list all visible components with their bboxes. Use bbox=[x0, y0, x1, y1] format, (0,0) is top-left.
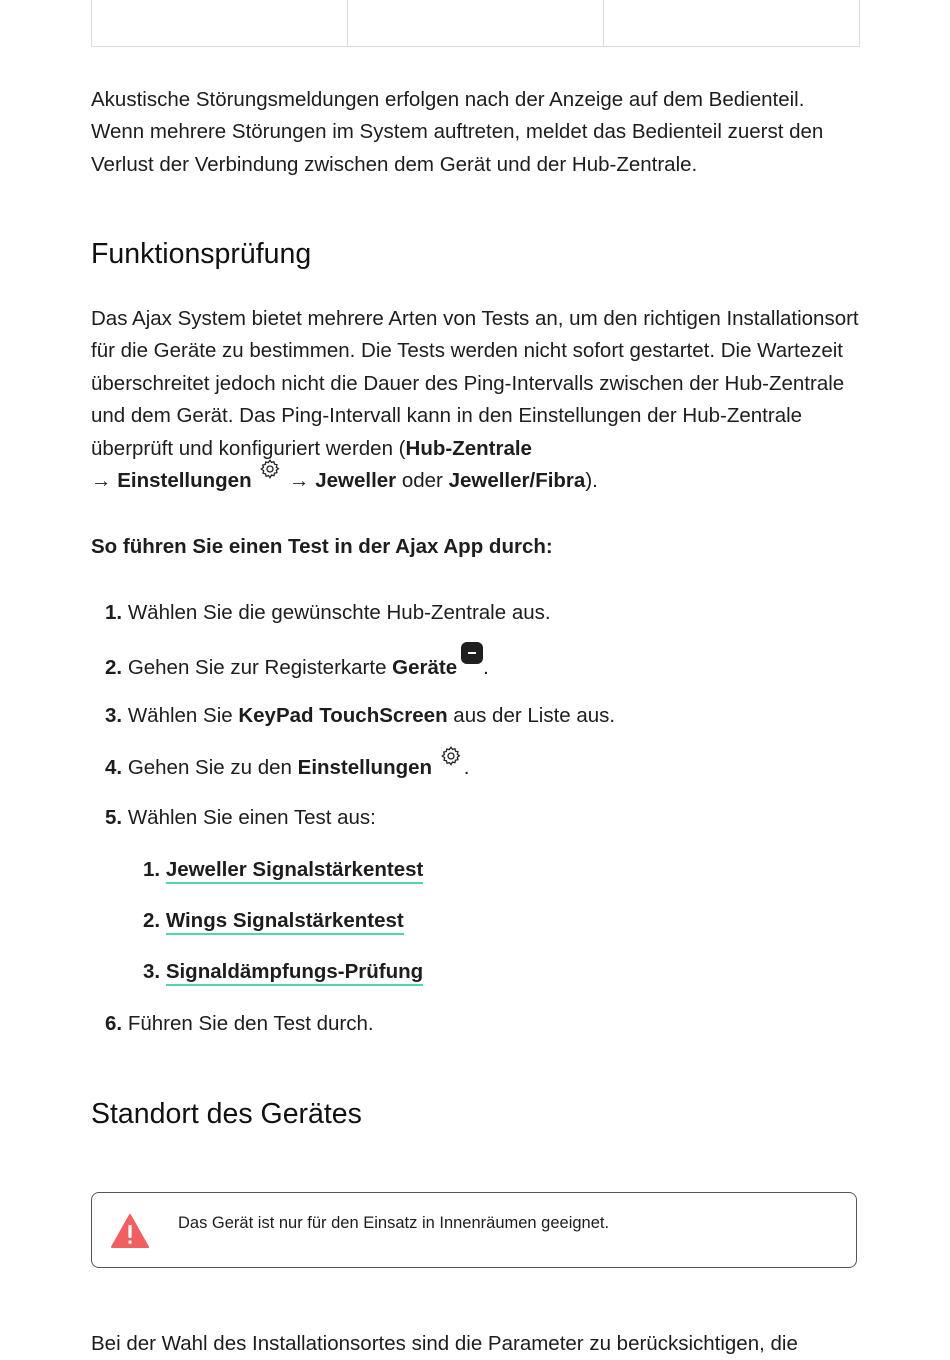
table-cell-text bbox=[360, 0, 548, 1]
section-heading-function-test: Funktionsprüfung bbox=[91, 238, 312, 270]
table-fragment bbox=[91, 0, 860, 47]
gear-icon bbox=[440, 753, 462, 775]
jeweller-fibra-label: Jeweller/Fibra bbox=[448, 469, 586, 493]
sublist-item: 1. Jeweller Signalstärkentest bbox=[143, 856, 423, 884]
fault-notification-paragraph: Akustische Störungsmeldungen erfolgen nach der Anzeige auf dem Bedienteil. Wenn mehrere Störungen im System auftreten, meldet das Bedienteil zuerst den Verlust der Verbindung zwischen dem Gerät und der Hub-Zentrale. bbox=[91, 88, 824, 176]
hub-label: Hub-Zentrale bbox=[405, 436, 532, 460]
notice-box bbox=[91, 1192, 857, 1268]
link-wings-signal-test[interactable]: Wings Signalstärkentest bbox=[166, 909, 404, 935]
settings-label: Einstellungen bbox=[117, 469, 252, 493]
section-heading-location: Standort des Gerätes bbox=[91, 1098, 362, 1130]
notice-text: Das Gerät ist nur für den Einsatz in Innenräumen geeignet. bbox=[178, 1214, 610, 1232]
list-item: 3. Wählen Sie KeyPad TouchScreen aus der Liste aus. bbox=[105, 704, 616, 727]
list-item: 6. Führen Sie den Test durch. bbox=[105, 1012, 374, 1035]
list-item: 4. Gehen Sie zu den Einstellungen . bbox=[105, 753, 469, 782]
list-item: 2. Gehen Sie zur Registerkarte Geräte . bbox=[105, 650, 489, 682]
list-item: 1. Wählen Sie die gewünschte Hub-Zentrale aus. bbox=[105, 601, 551, 624]
devices-icon bbox=[461, 642, 483, 664]
sublist-item: 3. Signaldämpfungs-Prüfung bbox=[143, 958, 423, 986]
list-item: 5. Wählen Sie einen Test aus: bbox=[105, 806, 376, 829]
test-instructions-heading: So führen Sie einen Test in der Ajax App durch: bbox=[91, 535, 553, 558]
jeweller-label: Jeweller bbox=[315, 469, 397, 493]
table-cell bbox=[92, 0, 348, 46]
sublist-item: 2. Wings Signalstärkentest bbox=[143, 907, 404, 935]
location-paragraph: Bei der Wahl des Installationsortes sind die Parameter zu berücksichtigen, die bbox=[91, 1332, 798, 1355]
table-cell bbox=[348, 0, 604, 46]
gear-icon bbox=[259, 466, 281, 488]
link-attenuation-test[interactable]: Signaldämpfungs-Prüfung bbox=[166, 960, 423, 986]
link-jeweller-signal-test[interactable]: Jeweller Signalstärkentest bbox=[166, 858, 424, 884]
table-cell bbox=[604, 0, 859, 46]
function-test-paragraph: Das Ajax System bietet mehrere Arten von Tests an, um den richtigen Installationsort für die Geräte zu bestimmen. Die Tests werden nicht sofort gestartet. Die Wartezeit überschreitet jedoch nicht die Dauer des Ping-Intervalls zwischen der Hub-Zentrale und dem Gerät. Das Ping-Intervall kann in den Einstellungen der Hub-Zentrale überprüft und konfiguriert werden (Hub-Zentrale → Einstellungen → Jeweller oder Jeweller/Fibra). bbox=[91, 307, 859, 493]
warning-icon bbox=[110, 1213, 150, 1249]
